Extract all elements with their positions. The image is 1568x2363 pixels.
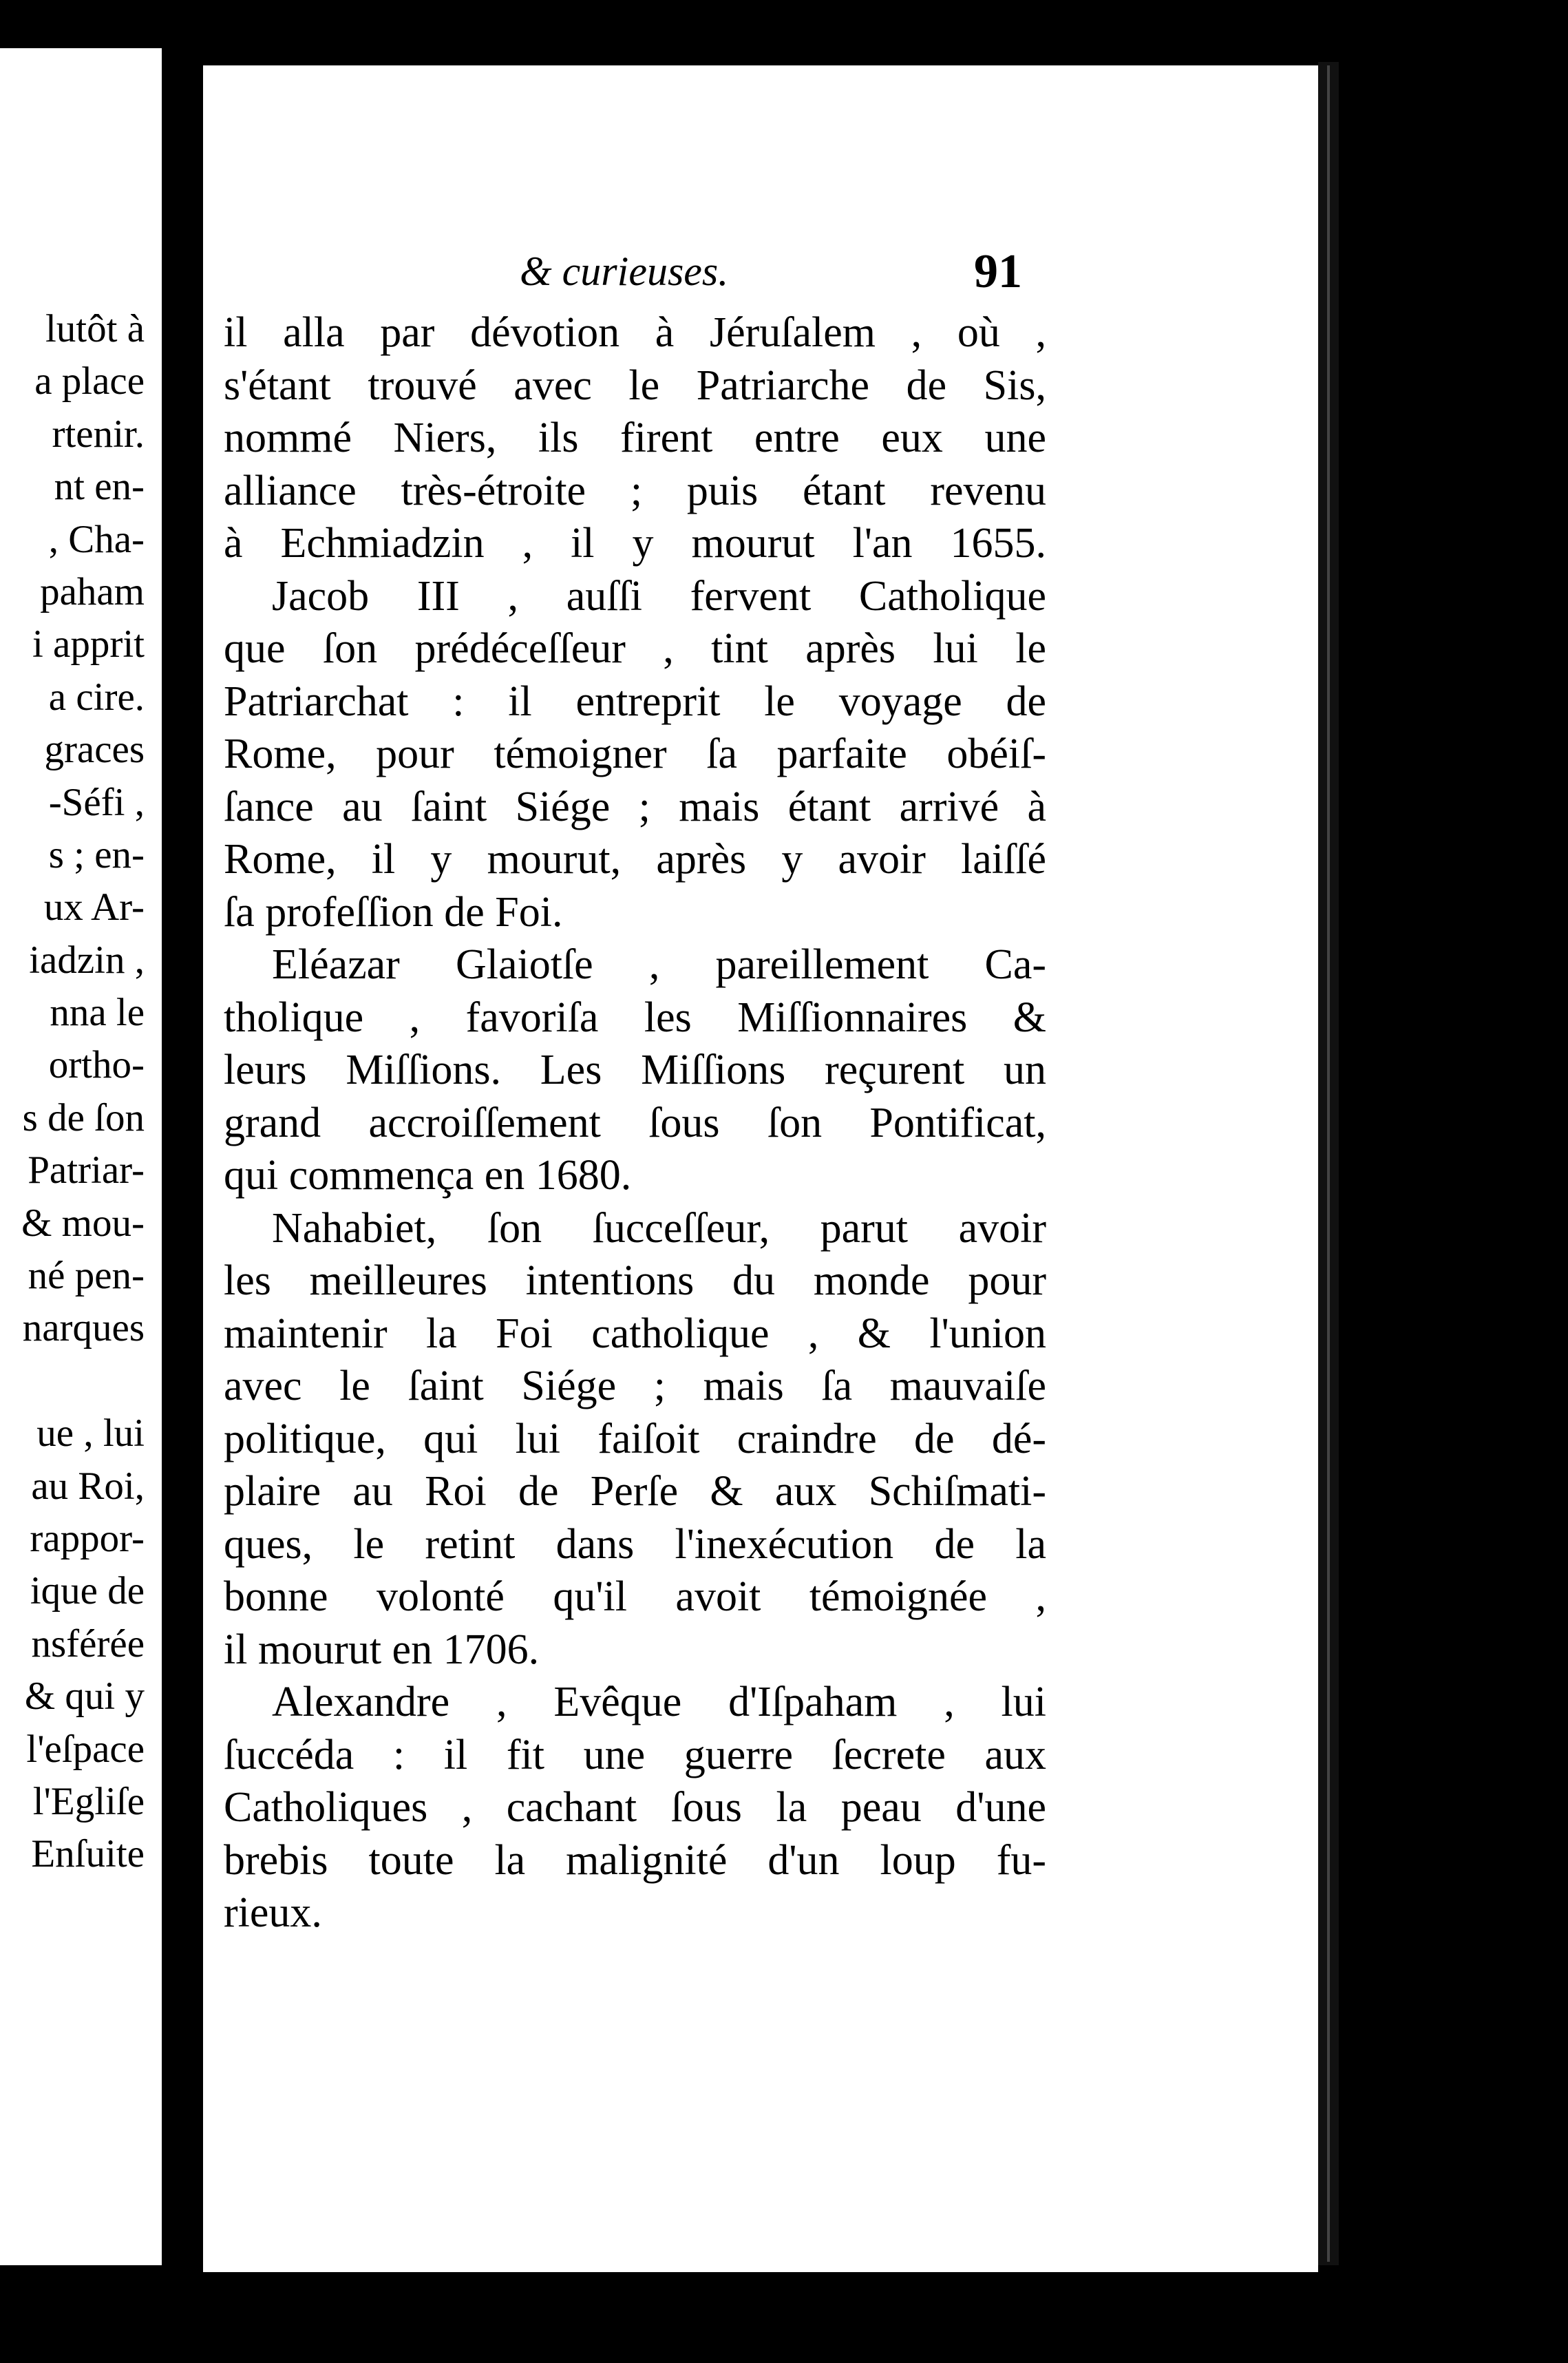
facing-line: -Séfi , — [48, 780, 145, 824]
text-line: Rome, pour témoigner ſa parfaite obéiſ- — [224, 731, 1046, 777]
facing-page-fragment — [0, 48, 162, 2265]
facing-line: a place — [34, 359, 145, 403]
facing-line: né pen- — [28, 1254, 145, 1298]
facing-line: ue , lui — [36, 1411, 145, 1456]
facing-line: lutôt à — [45, 307, 145, 350]
facing-line: s de ſon — [22, 1095, 145, 1140]
text-line: grand accroiſſement ſous ſon Pontificat, — [224, 1099, 1046, 1146]
facing-page-text — [0, 303, 145, 1881]
text-line: Eléazar Glaiotſe , pareillement Ca- — [272, 941, 1046, 988]
text-line: s'étant trouvé avec le Patriarche de Sis, — [224, 361, 1046, 409]
facing-line: , Cha- — [48, 517, 145, 561]
text-line: il alla par dévotion à Jéruſalem , où , — [224, 309, 1046, 356]
text-line: il mourut en 1706. — [224, 1626, 540, 1673]
facing-line: Enſuite — [31, 1832, 145, 1876]
facing-line: rappor- — [30, 1516, 145, 1560]
text-line: alliance très-étroite ; puis étant revenu — [224, 467, 1046, 514]
facing-line: i apprit — [32, 622, 145, 666]
text-line: leurs Miſſions. Les Miſſions reçurent un — [224, 1047, 1046, 1093]
facing-line: Patriar- — [28, 1148, 145, 1193]
text-line: Patriarchat : il entreprit le voyage de — [224, 678, 1046, 725]
text-line: tholique , favoriſa les Miſſionnaires & — [224, 994, 1046, 1041]
text-line: politique, qui lui faiſoit craindre de dé- — [224, 1415, 1046, 1462]
text-line: Rome, il y mourut, après y avoir laiſſé — [224, 836, 1046, 883]
text-line: rieux. — [224, 1889, 322, 1936]
text-line: maintenir la Foi catholique , & l'union — [224, 1310, 1046, 1357]
text-line: les meilleures intentions du monde pour — [224, 1257, 1046, 1304]
text-line: Jacob III , auſſi fervent Catholique — [272, 572, 1046, 620]
book-gutter — [162, 0, 203, 2363]
facing-line: ique de — [30, 1569, 145, 1613]
facing-line — [0, 1355, 145, 1407]
facing-line: narques — [22, 1306, 145, 1350]
text-line: bonne volonté qu'il avoit témoignée , — [224, 1573, 1046, 1620]
text-line: brebis toute la malignité d'un loup fu- — [224, 1836, 1046, 1884]
facing-line: & mou- — [21, 1201, 145, 1245]
facing-line: graces — [44, 728, 145, 772]
text-line: qui commença en 1680. — [224, 1152, 632, 1199]
text-line: ſa profeſſion de Foi. — [224, 888, 563, 936]
text-line: ſuccéda : il fit une guerre ſecrete aux — [224, 1731, 1046, 1778]
facing-line: paham — [40, 569, 145, 613]
text-line: Alexandre , Evêque d'Iſpaham , lui — [272, 1679, 1046, 1725]
facing-line: nt en- — [54, 465, 145, 509]
text-line: que ſon prédéceſſeur , tint après lui le — [224, 625, 1046, 672]
facing-line: ux Ar- — [43, 885, 145, 930]
text-line: Catholiques , cachant ſous la peau d'une — [224, 1784, 1046, 1831]
facing-line: a cire. — [48, 675, 145, 719]
facing-line: au Roi, — [31, 1464, 145, 1508]
page-number: 91 — [974, 245, 1022, 298]
facing-line: & qui y — [24, 1674, 145, 1719]
facing-line: nna le — [50, 991, 145, 1035]
running-header: & curieuses. — [520, 249, 729, 294]
page-edge-line — [1327, 65, 1330, 2262]
facing-line: iadzin , — [29, 938, 145, 982]
body-text — [224, 306, 1046, 1940]
text-line: avec le ſaint Siége ; mais ſa mauvaiſe — [224, 1363, 1046, 1409]
text-line: Nahabiet, ſon ſucceſſeur, parut avoir — [272, 1204, 1046, 1252]
facing-line: l'eſpace — [26, 1727, 145, 1771]
text-line: ſance au ſaint Siége ; mais étant arrivé à — [224, 783, 1046, 830]
facing-line: rtenir. — [52, 412, 145, 456]
text-line: ques, le retint dans l'inexécution de la — [224, 1520, 1046, 1568]
text-line: à Echmiadzin , il y mourut l'an 1655. — [224, 520, 1046, 567]
facing-line: l'Egliſe — [32, 1779, 145, 1823]
facing-line: nsférée — [31, 1621, 145, 1666]
text-line: plaire au Roi de Perſe & aux Schiſmati- — [224, 1468, 1046, 1515]
facing-line: s ; en- — [48, 832, 145, 876]
text-line: nommé Niers, ils firent entre eux une — [224, 414, 1046, 461]
facing-line: ortho- — [48, 1043, 145, 1087]
